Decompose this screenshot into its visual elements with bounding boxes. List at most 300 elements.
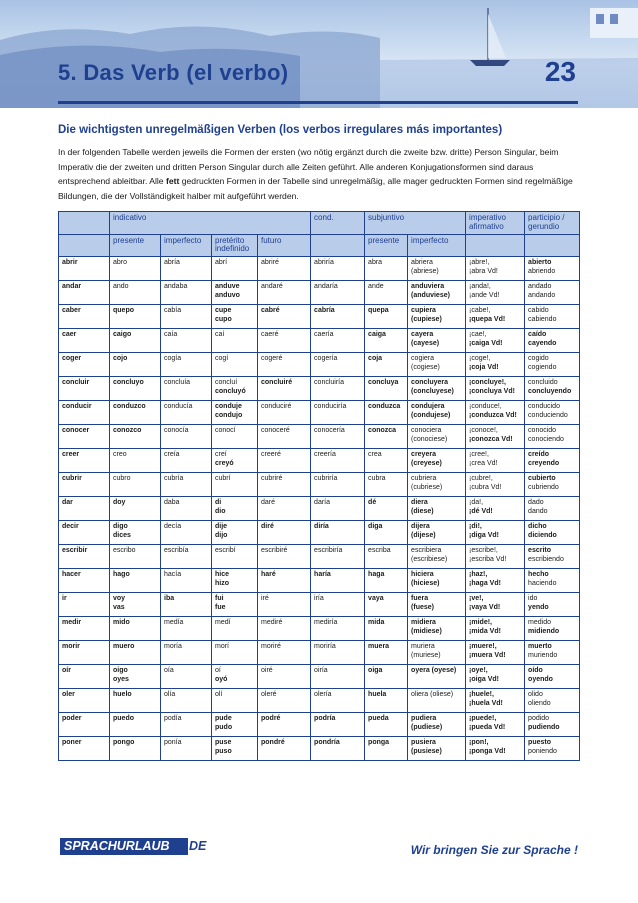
intro-bold-word: fett — [165, 176, 180, 186]
form-pret: hice — [215, 571, 230, 579]
form-simp: (diese) — [411, 507, 434, 515]
table-row — [59, 401, 580, 425]
form-imp: hacía — [164, 571, 182, 579]
form-simp: (pusiese) — [411, 747, 442, 755]
cell-spres — [365, 353, 408, 377]
form-pret: cupo — [215, 315, 232, 323]
form-impv: ¡cubra Vd! — [469, 483, 502, 491]
cell-spres — [365, 305, 408, 329]
form-impv: ¡puede!, — [469, 715, 497, 723]
form-fut: daré — [261, 499, 276, 507]
form-simp: concluyera — [411, 379, 449, 387]
cell-part — [525, 401, 580, 425]
form-pres: escribo — [113, 547, 136, 555]
cell-simp — [408, 473, 466, 497]
verb-infinitive: coger — [59, 353, 110, 377]
form-simp: (cogiese) — [411, 363, 440, 371]
form-imp: caía — [164, 331, 178, 339]
cell-part — [525, 545, 580, 569]
form-pres: digo — [113, 523, 128, 531]
cell-fut — [258, 641, 311, 665]
form-spres: oiga — [368, 667, 383, 675]
form-pres: voy — [113, 595, 126, 603]
cell-simp — [408, 689, 466, 713]
cell-pret — [212, 281, 258, 305]
cell-spres — [365, 425, 408, 449]
form-pret: puso — [215, 747, 232, 755]
afirmativo-label: afirmativo — [469, 221, 504, 231]
cell-cond — [311, 521, 365, 545]
form-impv: ¡di!, — [469, 523, 482, 531]
cell-imp — [161, 545, 212, 569]
form-simp: muriera — [411, 643, 435, 651]
form-simp: pudiera — [411, 715, 437, 723]
form-part: abierto — [528, 259, 552, 267]
form-fut: diré — [261, 523, 274, 531]
form-part: cogido — [528, 355, 549, 363]
verb-infinitive: morir — [59, 641, 110, 665]
cell-pres — [110, 497, 161, 521]
intro-text-1: In der folgenden Tabelle werden jeweils die Formen der ersten (wo nötig ergänzt durch die zweite bzw. dritte) Person Singular, beim Imperativ die der zweiten und dritten Person Singular durch alle Zeiten geführt. Alle anderen Konjugationsformen sind daraus entsprechend ableitbar. Alle — [58, 147, 559, 186]
form-imp: concluía — [164, 379, 191, 387]
cell-pres — [110, 593, 161, 617]
form-imp: ponía — [164, 739, 182, 747]
form-pret: cogí — [215, 355, 229, 363]
form-fut: andaré — [261, 283, 283, 291]
gerundio-label: gerundio — [528, 221, 560, 231]
cell-fut — [258, 425, 311, 449]
form-part: dicho — [528, 523, 547, 531]
form-part: cogiendo — [528, 363, 557, 371]
form-simp: hiciera — [411, 571, 434, 579]
cell-simp — [408, 329, 466, 353]
cell-spres — [365, 689, 408, 713]
form-impv: ¡abre!, — [469, 259, 490, 267]
cell-pret — [212, 737, 258, 761]
form-impv: ¡ve!, — [469, 595, 484, 603]
page-title: 5. Das Verb (el verbo) — [58, 60, 289, 85]
verb-infinitive: escribir — [59, 545, 110, 569]
form-imp: iba — [164, 595, 175, 603]
cell-simp — [408, 713, 466, 737]
cell-cond — [311, 449, 365, 473]
form-part: conocido — [528, 427, 557, 435]
form-impv: ¡cae!, — [469, 331, 487, 339]
form-part: caído — [528, 331, 547, 339]
cell-impv — [466, 449, 525, 473]
form-simp: abriera — [411, 259, 433, 267]
cell-pret — [212, 425, 258, 449]
cell-spres — [365, 401, 408, 425]
form-spres: coja — [368, 355, 383, 363]
form-imp: abría — [164, 259, 180, 267]
verb-conjugation-table — [58, 211, 580, 761]
form-impv: ¡huele!, — [469, 691, 494, 699]
cell-simp — [408, 257, 466, 281]
form-part: abriendo — [528, 267, 556, 275]
cell-simp — [408, 641, 466, 665]
form-spres: ande — [368, 283, 384, 291]
form-imp: escribía — [164, 547, 189, 555]
col-s-imperfecto: imperfecto — [408, 234, 466, 257]
participio-label: participio / — [528, 213, 565, 222]
form-fut: cubriré — [261, 475, 283, 483]
cell-part — [525, 641, 580, 665]
form-impv: ¡escribe!, — [469, 547, 498, 555]
cell-impv — [466, 305, 525, 329]
form-impv: ¡da!, — [469, 499, 484, 507]
form-part: cabido — [528, 307, 549, 315]
column-header-row — [59, 234, 580, 257]
form-fut: concluiré — [261, 379, 293, 387]
cell-simp — [408, 569, 466, 593]
form-impv: ¡coge!, — [469, 355, 491, 363]
cell-impv — [466, 713, 525, 737]
cell-pret — [212, 257, 258, 281]
cell-pres — [110, 257, 161, 281]
corner-cell — [59, 212, 110, 235]
form-part: hecho — [528, 571, 549, 579]
form-cond: haría — [314, 571, 331, 579]
form-part: conducido — [528, 403, 560, 411]
cell-pres — [110, 353, 161, 377]
form-impv: ¡haz!, — [469, 571, 488, 579]
cell-fut — [258, 617, 311, 641]
form-fut: haré — [261, 571, 276, 579]
form-simp: cupiera — [411, 307, 436, 315]
cell-impv — [466, 329, 525, 353]
cell-part — [525, 713, 580, 737]
form-pret: di — [215, 499, 222, 507]
cell-simp — [408, 593, 466, 617]
cell-impv — [466, 521, 525, 545]
cell-cond — [311, 425, 365, 449]
cell-cond — [311, 377, 365, 401]
cell-pret — [212, 449, 258, 473]
cell-pret — [212, 569, 258, 593]
form-part: muriendo — [528, 651, 558, 659]
cell-pret — [212, 641, 258, 665]
cell-cond — [311, 329, 365, 353]
form-simp: fuera — [411, 595, 429, 603]
form-cond: podría — [314, 715, 336, 723]
form-spres: concluya — [368, 379, 399, 387]
cell-pres — [110, 377, 161, 401]
form-simp: (midiese) — [411, 627, 442, 635]
form-spres: diga — [368, 523, 383, 531]
form-part: cubriendo — [528, 483, 559, 491]
form-pret: oyó — [215, 675, 228, 683]
form-pres: mido — [113, 619, 130, 627]
cell-pres — [110, 665, 161, 689]
form-pres: hago — [113, 571, 130, 579]
cell-part — [525, 665, 580, 689]
form-part: oído — [528, 667, 543, 675]
cell-pres — [110, 569, 161, 593]
cell-simp — [408, 377, 466, 401]
cell-spres — [365, 737, 408, 761]
table-row — [59, 569, 580, 593]
table-row — [59, 257, 580, 281]
form-impv: ¡pon!, — [469, 739, 489, 747]
form-spres: muera — [368, 643, 390, 651]
form-part: andando — [528, 291, 556, 299]
form-simp: (creyese) — [411, 459, 442, 467]
form-spres: mida — [368, 619, 385, 627]
cell-fut — [258, 713, 311, 737]
form-simp: (hiciese) — [411, 579, 440, 587]
form-cond: diría — [314, 523, 329, 531]
form-pres: oyes — [113, 675, 129, 683]
section-subtitle: Die wichtigsten unregelmäßigen Verben (los verbos irregulares más importantes) — [58, 124, 503, 136]
form-impv: ¡caiga Vd! — [469, 339, 503, 347]
form-simp: (dijese) — [411, 531, 436, 539]
form-cond: daría — [314, 499, 331, 507]
form-pres: caigo — [113, 331, 132, 339]
form-part: conociendo — [528, 435, 564, 443]
cell-impv — [466, 257, 525, 281]
cell-pres — [110, 449, 161, 473]
col-presente: presente — [110, 234, 161, 257]
form-impv: ¡muere!, — [469, 643, 497, 651]
form-cond: abriría — [314, 259, 334, 267]
table-row — [59, 617, 580, 641]
cell-fut — [258, 665, 311, 689]
cell-pret — [212, 329, 258, 353]
cell-pres — [110, 617, 161, 641]
cell-cond — [311, 593, 365, 617]
intro-paragraph — [58, 145, 580, 203]
form-fut: iré — [261, 595, 269, 603]
cell-cond — [311, 545, 365, 569]
cell-cond — [311, 401, 365, 425]
form-impv: ¡mida Vd! — [469, 627, 501, 635]
form-imp: cabía — [164, 307, 182, 315]
cell-spres — [365, 641, 408, 665]
cell-spres — [365, 617, 408, 641]
form-pres: quepo — [113, 307, 134, 315]
cell-spres — [365, 281, 408, 305]
form-imp: andaba — [164, 283, 188, 291]
cell-imp — [161, 737, 212, 761]
form-impv: ¡concluya Vd! — [469, 387, 515, 395]
cell-impv — [466, 545, 525, 569]
cell-impv — [466, 353, 525, 377]
form-imp: podía — [164, 715, 182, 723]
form-part: cayendo — [528, 339, 557, 347]
form-part: haciendo — [528, 579, 557, 587]
cell-part — [525, 569, 580, 593]
form-simp: (escribiese) — [411, 555, 448, 563]
verb-infinitive: poner — [59, 737, 110, 761]
form-part: medido — [528, 619, 552, 627]
page-number: 23 — [544, 56, 576, 87]
form-simp: cubriera — [411, 475, 437, 483]
logo-suffix: DE — [189, 839, 207, 853]
form-simp: (anduviese) — [411, 291, 450, 299]
harbor-landscape-illustration — [0, 0, 638, 108]
form-pret: hizo — [215, 579, 229, 587]
table-row — [59, 497, 580, 521]
form-pret: escribí — [215, 547, 236, 555]
cell-simp — [408, 545, 466, 569]
form-simp: condujera — [411, 403, 445, 411]
cell-fut — [258, 257, 311, 281]
cell-part — [525, 305, 580, 329]
form-spres: escriba — [368, 547, 391, 555]
form-part: yendo — [528, 603, 549, 611]
cell-simp — [408, 305, 466, 329]
form-cond: pondría — [314, 739, 340, 747]
form-pres: cubro — [113, 475, 131, 483]
form-imp: moría — [164, 643, 182, 651]
verb-infinitive: ir — [59, 593, 110, 617]
form-pret: oí — [215, 667, 221, 675]
form-simp: creyera — [411, 451, 436, 459]
form-impv: ¡escriba Vd! — [469, 555, 507, 563]
form-pret: dio — [215, 507, 226, 515]
form-pret: cubrí — [215, 475, 231, 483]
cell-pres — [110, 425, 161, 449]
col-cond-empty — [311, 234, 365, 257]
table-row — [59, 449, 580, 473]
form-pret: condujo — [215, 411, 243, 419]
cell-impv — [466, 497, 525, 521]
group-subjuntivo: subjuntivo — [365, 212, 466, 235]
form-part: dando — [528, 507, 548, 515]
verb-infinitive: creer — [59, 449, 110, 473]
cell-imp — [161, 281, 212, 305]
group-header-row — [59, 212, 580, 235]
cell-cond — [311, 305, 365, 329]
form-pret: fui — [215, 595, 224, 603]
cell-pret — [212, 665, 258, 689]
cell-pret — [212, 617, 258, 641]
form-spres: dé — [368, 499, 377, 507]
cell-pres — [110, 401, 161, 425]
cell-part — [525, 737, 580, 761]
cell-impv — [466, 617, 525, 641]
title-rule — [58, 101, 578, 104]
form-part: ido — [528, 595, 538, 603]
form-fut: pondré — [261, 739, 285, 747]
verb-infinitive: caer — [59, 329, 110, 353]
verb-infinitive: hacer — [59, 569, 110, 593]
form-part: conduciendo — [528, 411, 568, 419]
cell-simp — [408, 353, 466, 377]
form-impv: ¡diga Vd! — [469, 531, 499, 539]
form-pres: oigo — [113, 667, 128, 675]
form-pres: vas — [113, 603, 125, 611]
form-fut: abriré — [261, 259, 279, 267]
cell-spres — [365, 545, 408, 569]
cell-imp — [161, 497, 212, 521]
cell-imp — [161, 665, 212, 689]
verb-infinitive: oír — [59, 665, 110, 689]
form-pres: concluyo — [113, 379, 144, 387]
form-cond: cabría — [314, 307, 335, 315]
group-participio — [525, 212, 580, 235]
form-pret: conduje — [215, 403, 242, 411]
table-row — [59, 737, 580, 761]
cell-part — [525, 377, 580, 401]
cell-impv — [466, 425, 525, 449]
cell-pret — [212, 353, 258, 377]
cell-pret — [212, 521, 258, 545]
cell-pret — [212, 689, 258, 713]
form-simp: midiera — [411, 619, 436, 627]
form-simp: dijera — [411, 523, 430, 531]
footer-slogan: Wir bringen Sie zur Sprache ! — [410, 843, 578, 857]
form-spres: haga — [368, 571, 385, 579]
cell-fut — [258, 473, 311, 497]
form-part: dado — [528, 499, 544, 507]
cell-cond — [311, 737, 365, 761]
form-pres: cojo — [113, 355, 128, 363]
cell-impv — [466, 665, 525, 689]
form-pret: conocí — [215, 427, 236, 435]
cell-imp — [161, 353, 212, 377]
form-pres: doy — [113, 499, 126, 507]
form-impv: ¡conoce!, — [469, 427, 498, 435]
cell-simp — [408, 401, 466, 425]
table-row — [59, 641, 580, 665]
form-part: olido — [528, 691, 543, 699]
form-pret: morí — [215, 643, 229, 651]
cell-imp — [161, 569, 212, 593]
form-simp: conociera — [411, 427, 442, 435]
cell-impv — [466, 473, 525, 497]
form-impv: ¡abra Vd! — [469, 267, 498, 275]
form-simp: oyera (oyese) — [411, 667, 457, 675]
form-part: andado — [528, 283, 552, 291]
form-pres: creo — [113, 451, 127, 459]
form-impv: ¡muera Vd! — [469, 651, 506, 659]
form-pres: conozco — [113, 427, 142, 435]
cell-pres — [110, 545, 161, 569]
cell-impv — [466, 689, 525, 713]
intro-text-2: gedruckten Formen in der Tabelle sind unregelmäßig, alle mager gedruckten Formen sind regelmäßige Bildungen, die der Vollständigkeit halber mit aufgeführt werden. — [58, 176, 573, 201]
form-pres: abro — [113, 259, 128, 267]
cell-spres — [365, 665, 408, 689]
form-fut: oiré — [261, 667, 273, 675]
form-spres: pueda — [368, 715, 389, 723]
cell-pres — [110, 713, 161, 737]
cell-imp — [161, 257, 212, 281]
form-impv: ¡vaya Vd! — [469, 603, 501, 611]
form-part: pudiendo — [528, 723, 560, 731]
table-row — [59, 665, 580, 689]
form-pret: dijo — [215, 531, 228, 539]
cell-imp — [161, 425, 212, 449]
form-fut: podré — [261, 715, 281, 723]
verb-infinitive: andar — [59, 281, 110, 305]
form-imp: conocía — [164, 427, 189, 435]
cell-impv — [466, 737, 525, 761]
form-pret: puse — [215, 739, 232, 747]
cell-fut — [258, 281, 311, 305]
form-impv: ¡conozca Vd! — [469, 435, 513, 443]
form-pret: pude — [215, 715, 232, 723]
cell-pret — [212, 497, 258, 521]
cell-spres — [365, 713, 408, 737]
form-pret: olí — [215, 691, 223, 699]
form-cond: olería — [314, 691, 332, 699]
col-participio-empty — [525, 234, 580, 257]
form-pret: caí — [215, 331, 225, 339]
cell-imp — [161, 689, 212, 713]
form-part: concluyendo — [528, 387, 572, 395]
